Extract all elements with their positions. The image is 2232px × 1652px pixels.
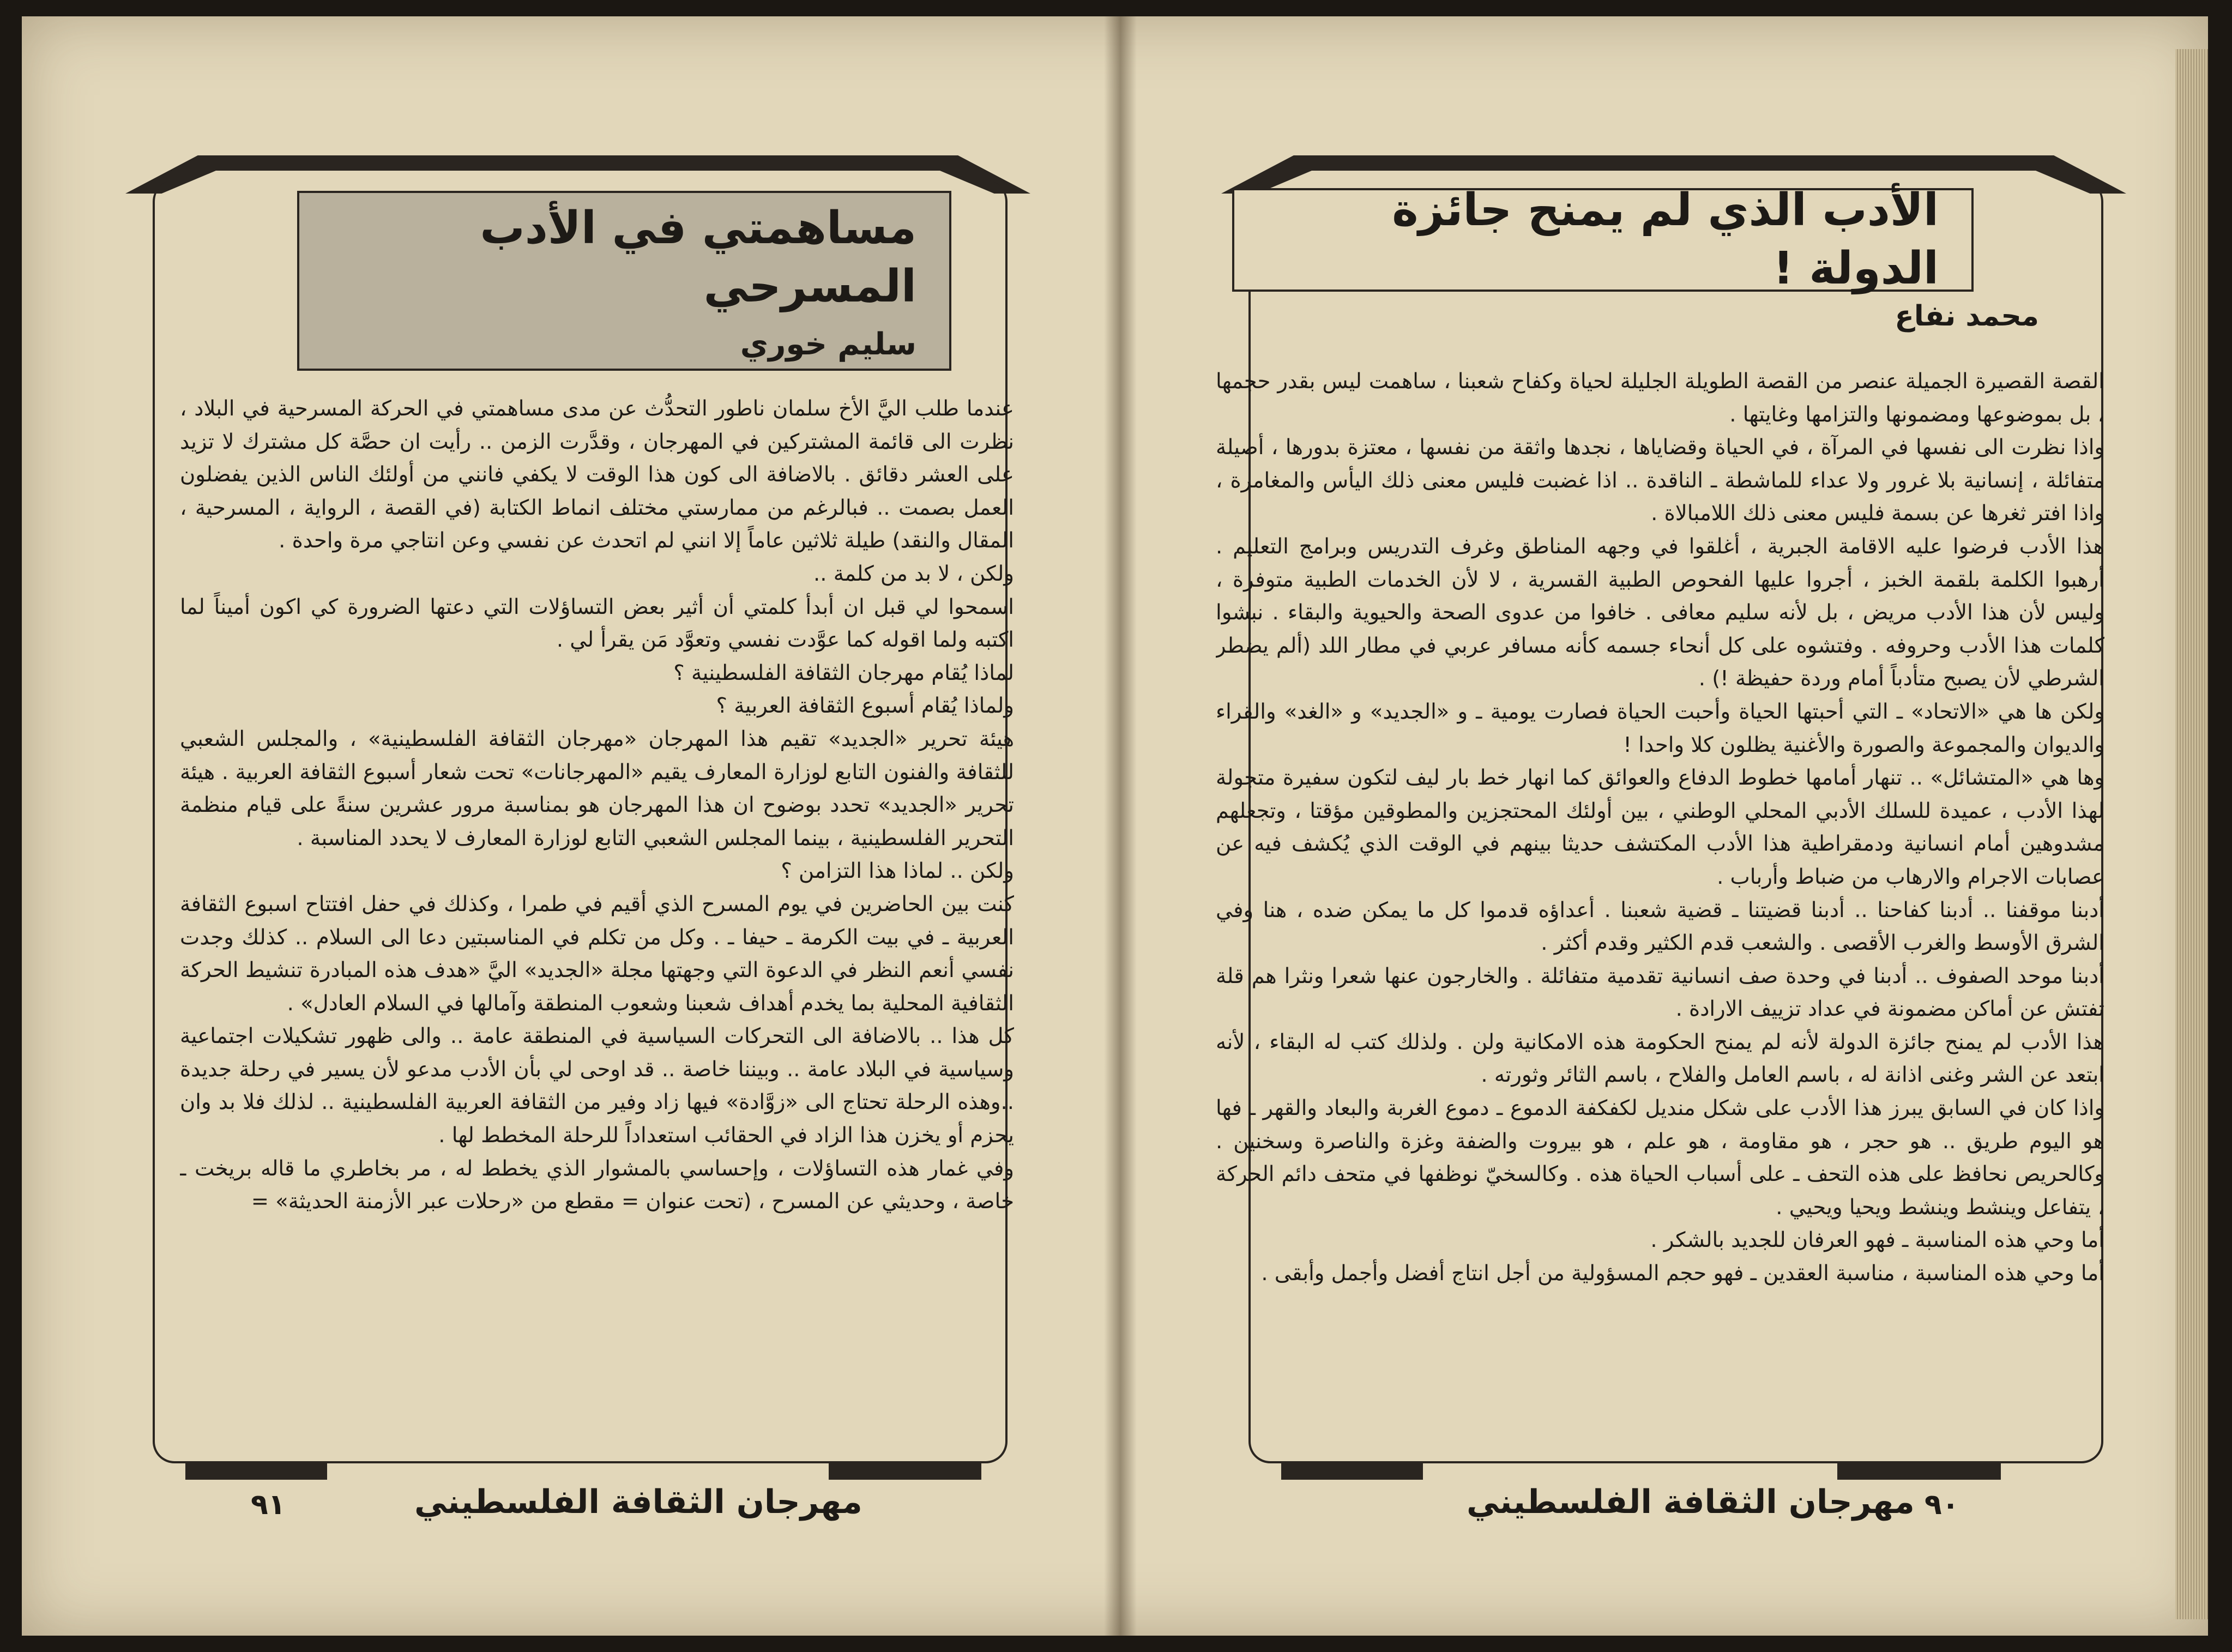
paragraph: واذا كان في السابق يبرز هذا الأدب على شكل منديل لكفكفة الدموع ـ دموع الغربة والبعاد والقهر ـ فها هو اليوم طريق .. هو حجر ، هو مقاومة ، هو علم ، هو بيروت والضفة وغزة والناصرة وسخنين . وكالحريص نحافظ على هذه التحف ـ على أسباب الحياة هذه . وكالسخيّ نوظفها في متحف دائم الحركة ، يتفاعل وينشط وينشط ويحيا ويحيي . <box>1216 1096 2104 1220</box>
article-author: سليم خوري <box>740 327 916 363</box>
paragraph: هيئة تحرير «الجديد» تقيم هذا المهرجان «مهرجان الثقافة الفلسطينية» ، والمجلس الشعبي للثقافة والفنون التابع لوزارة المعارف يقيم «المهرجانات» تحت شعار أسبوع الثقافة العربية . هيئة تحرير «الجديد» تحدد بوضوح ان هذا المهرجان هو بمناسبة مرور عشرين سنةً على قيام منظمة التحرير الفلسطينية ، بينما المجلس الشعبي التابع لوزارة المعارف لا يحدد المناسبة . <box>180 726 1014 851</box>
article-title: الأدب الذي لم يمنح جائزة الدولة ! <box>1392 184 1939 294</box>
paragraph: واذا نظرت الى نفسها في المرآة ، في الحياة وقضاياها ، نجدها واثقة من نفسها ، معتزة بدورها ، أصيلة متفائلة ، إنسانية بلا غرور ولا عداء للماشطة ـ الناقدة .. اذا غضبت فليس معنى ذلك اليأس والمغامرة ، واذا افتر ثغرها عن بسمة فليس معنى ذلك اللامبالاة . <box>1216 435 2104 526</box>
paragraph: عندما طلب اليَّ الأخ سلمان ناطور التحدُّث عن مدى مساهمتي في الحركة المسرحية في البلاد ، نظرت الى قائمة المشتركين في المهرجان ، وقدَّرت الزمن .. رأيت ان حصَّة كل مشترك لا تزيد على العشر دقائق . بالاضافة الى كون هذا الوقت لا يكفي فانني من أولئك الناس الذين يفضلون العمل بصمت .. فبالرغم من ممارستي مختلف انماط الكتابة (في القصة ، الرواية ، المسرحية ، المقال والنقد) طيلة ثلاثين عاماً إلا انني لم اتحدث عن نفسي وعن انتاجي مرة واحدة . <box>180 396 1014 553</box>
festival-logo: مهرجان الثقافة الفلسطيني <box>1467 1483 1915 1521</box>
paragraph: ولكن ها هي «الاتحاد» ـ التي أحبتها الحياة وأحبت الحياة فصارت يومية ـ و «الجديد» و «الغد» والقراء والديوان والمجموعة والصورة والأغنية يظلون كلا واحدا ! <box>1216 699 2104 757</box>
article-title: مساهمتي في الأدب المسرحي <box>480 202 916 312</box>
left-page <box>22 16 1090 1636</box>
right-page <box>1118 16 2186 1636</box>
paragraph: أما وحي هذه المناسبة ، مناسبة العقدين ـ فهو حجم المسؤولية من أجل انتاج أفضل وأجمل وأبقى . <box>1261 1261 2104 1286</box>
page-number: ٩٠ <box>1925 1488 1959 1521</box>
paragraph: ولماذا يُقام أسبوع الثقافة العربية ؟ <box>716 694 1014 719</box>
paragraph: هذا الأدب لم يمنح جائزة الدولة لأنه لم يمنح الحكومة هذه الامكانية ولن . ولذلك كتب له البقاء ، لأنه ابتعد عن الشر وغنى اذانة له ، باسم العامل والفلاح ، باسم الثائر وثورته . <box>1216 1029 2104 1088</box>
paragraph: وفي غمار هذه التساؤلات ، وإحساسي بالمشوار الذي يخطط له ، مر بخاطري ما قاله بريخت ـ خاصة ، وحديثي عن المسرح ، (تحت عنوان = مقطع من «رحلات عبر الأزمنة الحديثة» = <box>180 1156 1014 1214</box>
paragraph: أدبنا موحد الصفوف .. أدبنا في وحدة صف انسانية تقدمية متفائلة . والخارجون عنها شعرا ونثرا هم قلة تفتش عن أماكن مضمونة في عداد تزييف الارادة . <box>1216 963 2104 1022</box>
paragraph: كنت بين الحاضرين في يوم المسرح الذي أقيم في طمرا ، وكذلك في حفل افتتاح اسبوع الثقافة العربية ـ في بيت الكرمة ـ حيفا ـ . وكل من تكلم في المناسبتين دعا الى السلام .. كذلك وجدت نفسي أنعم النظر في الدعوة التي وجهتها مجلة «الجديد» اليَّ «هدف هذه المبادرة تنشيط الحركة الثقافية المحلية بما يخدم أهداف شعبنا وشعوب المنطقة وآمالها في السلام العادل» . <box>180 891 1014 1016</box>
page-number: ٩١ <box>251 1488 286 1521</box>
paragraph: كل هذا .. بالاضافة الى التحركات السياسية في المنطقة عامة .. والى ظهور تشكيلات اجتماعية وسياسية في البلاد عامة .. وبيننا خاصة .. قد اوحى لي بأن الأدب مدعو لأن يسير في رحلة جديدة ..وهذه الرحلة تحتاج الى «زوَّادة» فيها زاد وفير من الثقافة العربية الفلسطينية .. لذلك فلا بد وان يحزم أو يخزن هذا الزاد في الحقائب استعداداً للرحلة المخطط لها . <box>180 1024 1014 1148</box>
footer-bar <box>829 1461 981 1480</box>
footer-bar <box>185 1461 327 1480</box>
article-author: محمد نفاع <box>1895 300 2039 333</box>
article-title-box <box>297 191 951 371</box>
article-body <box>180 393 1014 1450</box>
article-title-box <box>1232 184 1974 294</box>
paragraph: ولكن ، لا بد من كلمة .. <box>813 561 1014 586</box>
paragraph: وها هي «المتشائل» .. تنهار أمامها خطوط الدفاع والعوائق كما انهار خط بار ليف لتكون سفيرة متجولة لهذا الأدب ، عميدة للسلك الأدبي المحلي الوطني ، بين أولئك المحتجزين والمطوقين مؤقتا ، وتجعلهم مشدوهين أمام انسانية ودمقراطية هذا الأدب المكتشف حديثا بينهم في الوقت الذي يُكشف فيه عن عصابات الاجرام والارهاب من ضباط وأرباب . <box>1216 765 2104 889</box>
paragraph: أما وحي هذه المناسبة ـ فهو العرفان للجديد بالشكر . <box>1650 1228 2104 1253</box>
footer-bar <box>1837 1461 2001 1480</box>
footer-bar <box>1281 1461 1423 1480</box>
festival-logo: مهرجان الثقافة الفلسطيني <box>414 1483 862 1521</box>
paragraph: اسمحوا لي قبل ان أبدأ كلمتي أن أثير بعض التساؤلات التي دعتها الضرورة كي اكون أميناً لما اكتبه ولما اقوله كما عوَّدت نفسي وتعوَّد مَن يقرأ لي . <box>180 594 1014 653</box>
article-body <box>1216 365 2104 1450</box>
paragraph: لماذا يُقام مهرجان الثقافة الفلسطينية ؟ <box>673 660 1014 685</box>
paragraph: القصة القصيرة الجميلة عنصر من القصة الطويلة الجليلة لحياة وكفاح شعبنا ، ساهمت ليس بقدر حجمها ، بل بموضوعها ومضمونها والتزامها وغايتها . <box>1216 369 2104 427</box>
paragraph: ولكن .. لماذا هذا التزامن ؟ <box>781 859 1014 884</box>
book-spread <box>22 16 2208 1636</box>
paragraph: أدبنا موقفنا .. أدبنا كفاحنا .. أدبنا قضيتنا ـ قضية شعبنا . أعداؤه قدموا كل ما يمكن ضده ، هنا وفي الشرق الأوسط والغرب الأقصى . والشعب قدم الكثير وقدم أكثر . <box>1216 897 2104 956</box>
paragraph: هذا الأدب فرضوا عليه الاقامة الجبرية ، أغلقوا في وجهه المناطق وغرف التدريس وبرامج التعليم . أرهبوا الكلمة بلقمة الخبز ، أجروا عليها الفحوص الطبية القسرية ، لا لأن الخدمات الطبية متوفرة ، وليس لأن هذا الأدب مريض ، بل لأنه سليم معافى . خافوا من عدوى الصحة والحيوية والبقاء . نبشوا كلمات هذا الأدب وحروفه . وفتشوه على كل أنحاء جسمه كأنه مسافر عربي في مطار اللد (ألم يضطر الشرطي لأن يصبح متأدباً أمام وردة حفيظة !) . <box>1216 534 2104 691</box>
